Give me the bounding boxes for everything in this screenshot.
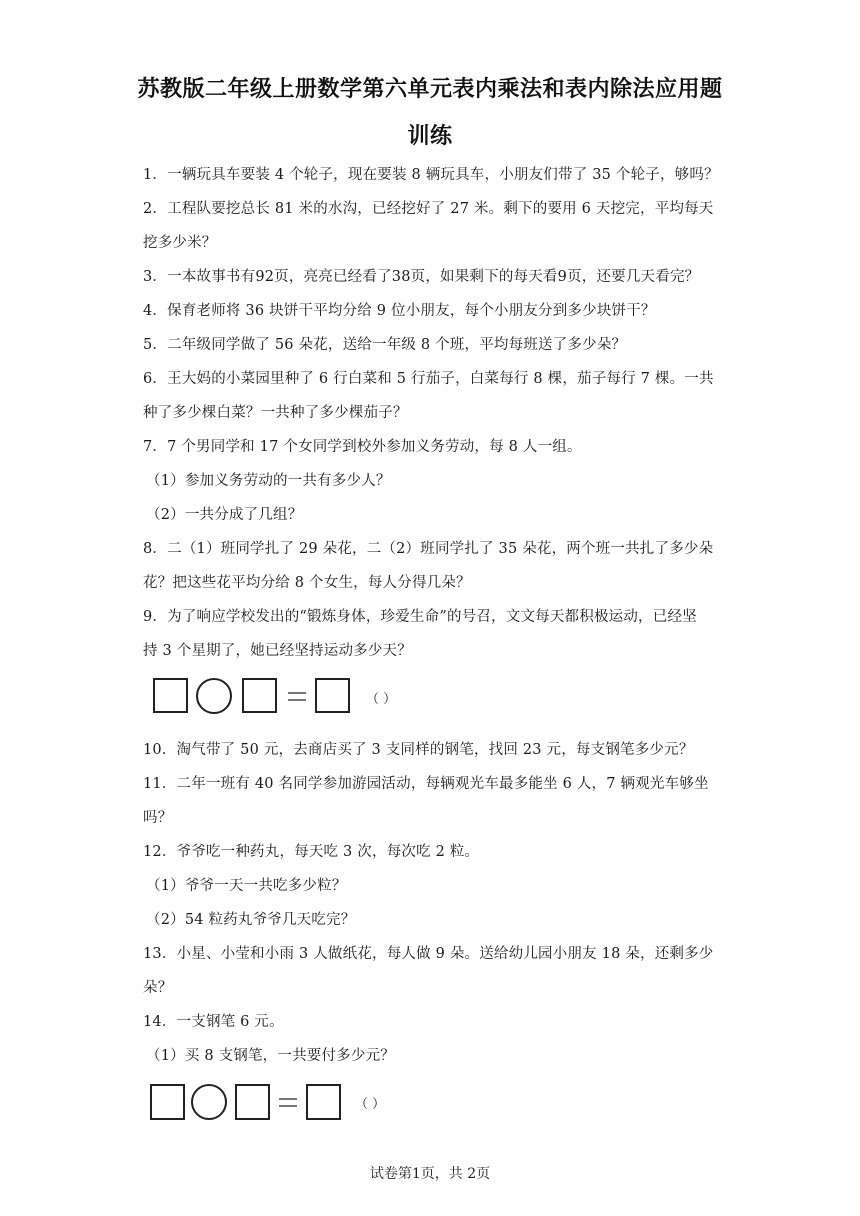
- blank-square[interactable]: [153, 678, 188, 713]
- answer-square[interactable]: [315, 678, 350, 713]
- question-12: 12．爷爷吃一种药丸，每天吃 3 次，每次吃 2 粒。: [143, 844, 480, 860]
- question-7: 7．7 个男同学和 17 个女同学到校外参加义务劳动，每 8 人一组。: [143, 439, 582, 455]
- question-4: 4．保育老师将 36 块饼干平均分给 9 位小朋友，每个小朋友分到多少块饼干？: [143, 303, 656, 319]
- question-8-cont: 花？把这些花平均分给 8 个女生，每人分得几朵？: [143, 575, 471, 591]
- question-3: 3．一本故事书有92页，亮亮已经看了38页，如果剩下的每天看9页，还要几天看完？: [143, 269, 700, 285]
- answer-square[interactable]: [306, 1084, 341, 1120]
- question-5: 5．二年级同学做了 56 朵花，送给一年级 8 个班，平均每班送了多少朵？: [143, 337, 627, 353]
- equals-sign-icon: [288, 692, 306, 701]
- question-6-cont: 种了多少棵白菜？一共种了多少棵茄子？: [143, 405, 408, 421]
- question-11: 11．二年一班有 40 名同学参加游园活动，每辆观光车最多能坐 6 人，7 辆观光车够坐: [143, 776, 709, 792]
- unit-parentheses: （ ）: [355, 1097, 386, 1112]
- unit-parentheses: （ ）: [366, 692, 397, 707]
- title-line-1: 苏教版二年级上册数学第六单元表内乘法和表内除法应用题: [137, 77, 723, 102]
- question-12-part-2: （2）54 粒药丸爷爷几天吃完？: [146, 912, 356, 928]
- question-14-part-1: （1）买 8 支钢笔，一共要付多少元？: [146, 1048, 395, 1064]
- equation-template-1: [153, 678, 413, 718]
- operator-circle[interactable]: [191, 1084, 227, 1120]
- question-7-part-1: （1）参加义务劳动的一共有多少人？: [146, 473, 391, 489]
- question-6: 6．王大妈的小菜园里种了 6 行白菜和 5 行茄子，白菜每行 8 棵，茄子每行 7 棵。一共: [143, 371, 714, 387]
- question-11-cont: 吗？: [143, 810, 173, 826]
- question-10: 10．淘气带了 50 元，去商店买了 3 支同样的钢笔，找回 23 元，每支钢笔多少元？: [143, 742, 694, 758]
- blank-square[interactable]: [150, 1084, 185, 1120]
- equation-template-2: [150, 1084, 400, 1124]
- page-footer: 试卷第1页，共 2页: [369, 1166, 491, 1182]
- operator-circle[interactable]: [196, 678, 232, 714]
- question-9: 9．为了响应学校发出的“锻炼身体，珍爱生命”的号召，文文每天都积极运动，已经坚: [143, 609, 697, 625]
- equals-sign-icon: [279, 1098, 297, 1107]
- question-1: 1．一辆玩具车要装 4 个轮子，现在要装 8 辆玩具车，小朋友们带了 35 个轮子，够吗？: [143, 167, 719, 183]
- question-12-part-1: （1）爷爷一天一共吃多少粒？: [146, 878, 347, 894]
- question-14: 14．一支钢笔 6 元。: [143, 1014, 284, 1030]
- question-2: 2．工程队要挖总长 81 米的水沟，已经挖好了 27 米。剩下的要用 6 天挖完，平均每天: [143, 201, 714, 217]
- title-line-2: 训练: [407, 124, 453, 149]
- blank-square[interactable]: [242, 678, 277, 713]
- question-8: 8．二（1）班同学扎了 29 朵花，二（2）班同学扎了 35 朵花，两个班一共扎了多少朵: [143, 541, 714, 557]
- blank-square[interactable]: [235, 1084, 270, 1120]
- question-13: 13．小星、小莹和小雨 3 人做纸花，每人做 9 朵。送给幼儿园小朋友 18 朵，还剩多少: [143, 946, 714, 962]
- question-13-cont: 朵？: [143, 980, 173, 996]
- question-7-part-2: （2）一共分成了几组？: [146, 507, 303, 523]
- question-9-cont: 持 3 个星期了，她已经坚持运动多少天？: [143, 643, 412, 659]
- question-2-cont: 挖多少米？: [143, 235, 217, 251]
